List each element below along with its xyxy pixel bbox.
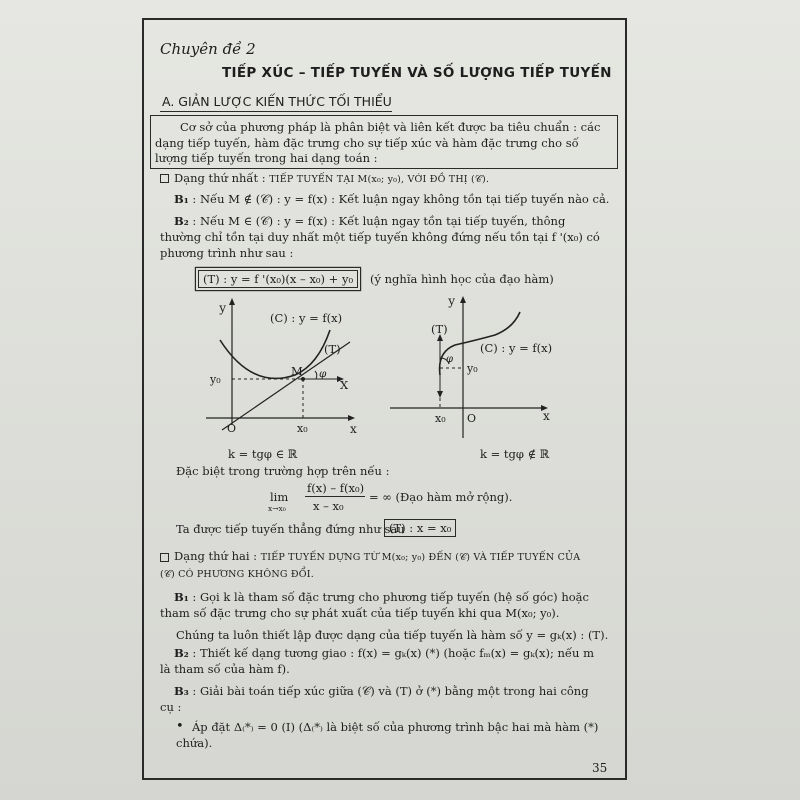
- left-angle-arc: [315, 371, 317, 379]
- type2-heading-line1: Dạng thứ hai : TIẾP TUYẾN DỰNG TỪ M(x₀; y₀) ĐẾN (𝒞) VÀ TIẾP TUYẾN CỦA: [174, 549, 581, 563]
- tangent-formula-box: (T) : y = f '(x₀)(x – x₀) + y₀: [198, 270, 358, 288]
- checkbox-square-icon: [160, 174, 169, 183]
- left-curve: [220, 330, 330, 378]
- type2-chung-ta: Chúng ta luôn thiết lập được dạng của tiếp tuyến là hàm số y = gₖ(x) : (T).: [176, 628, 609, 642]
- type1-b2-line1: B₂ : Nếu M ∈ (𝒞) : y = f(x) : Kết luận ngay tồn tại tiếp tuyến, thông: [174, 214, 566, 228]
- limit-subscript: x→x₀: [268, 504, 286, 513]
- limit-symbol: lim: [270, 490, 289, 504]
- right-y-label: y: [448, 294, 455, 308]
- vertical-tangent-formula: (T) : x = x₀: [384, 519, 456, 537]
- fraction-bar: [305, 496, 365, 497]
- type2-b1-line2: tham số đặc trưng cho sự phát xuất của tiếp tuyến khi qua M(x₀; y₀).: [160, 606, 560, 620]
- right-angle-label: φ: [446, 354, 454, 365]
- bullet-icon: •: [176, 719, 184, 734]
- type2-b3-line2: cụ :: [160, 700, 182, 714]
- fraction-numerator: f(x) – f(x₀): [307, 481, 365, 495]
- left-y0-label: y₀: [210, 373, 221, 386]
- intro-line-2: dạng tiếp tuyến, hàm đặc trưng cho sự tiếp xúc và hàm đặc trưng cho số: [155, 136, 579, 150]
- vertical-tangent-text: Ta được tiếp tuyến thẳng đứng như sau: [176, 522, 405, 536]
- chapter-title: TIẾP XÚC – TIẾP TUYẾN VÀ SỐ LƯỢNG TIẾP TUYẾN: [222, 65, 612, 81]
- figure-right-graph: [385, 290, 565, 465]
- left-angle-label: φ: [319, 368, 327, 380]
- left-tangent-label: (T): [324, 342, 341, 356]
- type2-b3-line1: B₃ : Giải bài toán tiếp xúc giữa (𝒞) và (T) ở (*) bằng một trong hai công: [174, 684, 589, 698]
- left-point-label: M: [291, 364, 303, 378]
- right-caption: k = tgφ ∉ ℝ: [480, 447, 550, 461]
- intro-line-3: lượng tiếp tuyến trong hai dạng toán :: [155, 151, 378, 165]
- right-origin-label: O: [467, 412, 477, 425]
- bullet-line-1: Áp đặt Δ₍*₎ = 0 (I) (Δ₍*₎ là biệt số của phương trình bậc hai mà hàm (*): [192, 720, 599, 734]
- left-curve-label: (C) : y = f(x): [270, 311, 343, 325]
- bullet-line-2: chứa).: [176, 736, 213, 750]
- right-x0-label: x₀: [435, 412, 446, 425]
- left-x0-label: x₀: [297, 422, 308, 435]
- left-origin-label: O: [227, 422, 237, 435]
- right-y0-label: y₀: [467, 362, 478, 375]
- intro-line-1: Cơ sở của phương pháp là phân biệt và liên kết được ba tiêu chuẩn : các: [180, 120, 601, 134]
- special-case-text: Đặc biệt trong trường hợp trên nếu :: [176, 464, 390, 478]
- type1-b2-line2: thường chỉ tồn tại duy nhất một tiếp tuyến không đứng nếu tồn tại f '(x₀) có: [160, 230, 600, 244]
- type1-b2-line3: phương trình như sau :: [160, 246, 294, 260]
- fraction-denominator: x – x₀: [313, 499, 344, 513]
- type2-b2-line1: B₂ : Thiết kế dạng tương giao : f(x) = gₖ(x) (*) (hoặc fₘ(x) = gₖ(x); nếu m: [174, 646, 594, 660]
- left-y-arrow-icon: [229, 298, 235, 305]
- chapter-label: Chuyên đề 2: [160, 40, 256, 58]
- right-curve-label: (C) : y = f(x): [480, 341, 553, 355]
- left-caption: k = tgφ ∈ ℝ: [228, 447, 298, 461]
- right-x-label: x: [543, 409, 550, 423]
- left-y-label: y: [219, 301, 226, 315]
- figure-left-graph: [200, 290, 380, 465]
- type2-b1-line1: B₁ : Gọi k là tham số đặc trưng cho phương tiếp tuyến (hệ số góc) hoặc: [174, 590, 589, 604]
- tangent-formula-note: (ý nghĩa hình học của đạo hàm): [370, 272, 554, 286]
- section-a-heading: A. GIẢN LƯỢC KIẾN THỨC TỐI THIỂU: [162, 94, 392, 109]
- page-number: 35: [592, 761, 608, 775]
- left-X-label: X: [340, 378, 349, 392]
- type1-heading: Dạng thứ nhất : TIẾP TUYẾN TẠI M(x₀; y₀), VỚI ĐỒ THỊ (𝒞).: [174, 171, 490, 185]
- right-y-arrow-icon: [460, 296, 466, 303]
- checkbox-square-icon-2: [160, 553, 169, 562]
- type2-b2-line2: là tham số của hàm f).: [160, 662, 290, 676]
- left-x-label: x: [350, 422, 357, 436]
- type2-heading-line2: (𝒞) CÓ PHƯƠNG KHÔNG ĐỔI.: [160, 569, 314, 580]
- section-underline: [160, 111, 392, 112]
- left-x-arrow-icon: [348, 415, 355, 421]
- type1-b1: B₁ : Nếu M ∉ (𝒞) : y = f(x) : Kết luận ngay không tồn tại tiếp tuyến nào cả.: [174, 192, 610, 206]
- limit-rhs: = ∞ (Đạo hàm mở rộng).: [369, 490, 513, 504]
- right-tangent-label: (T): [431, 322, 448, 336]
